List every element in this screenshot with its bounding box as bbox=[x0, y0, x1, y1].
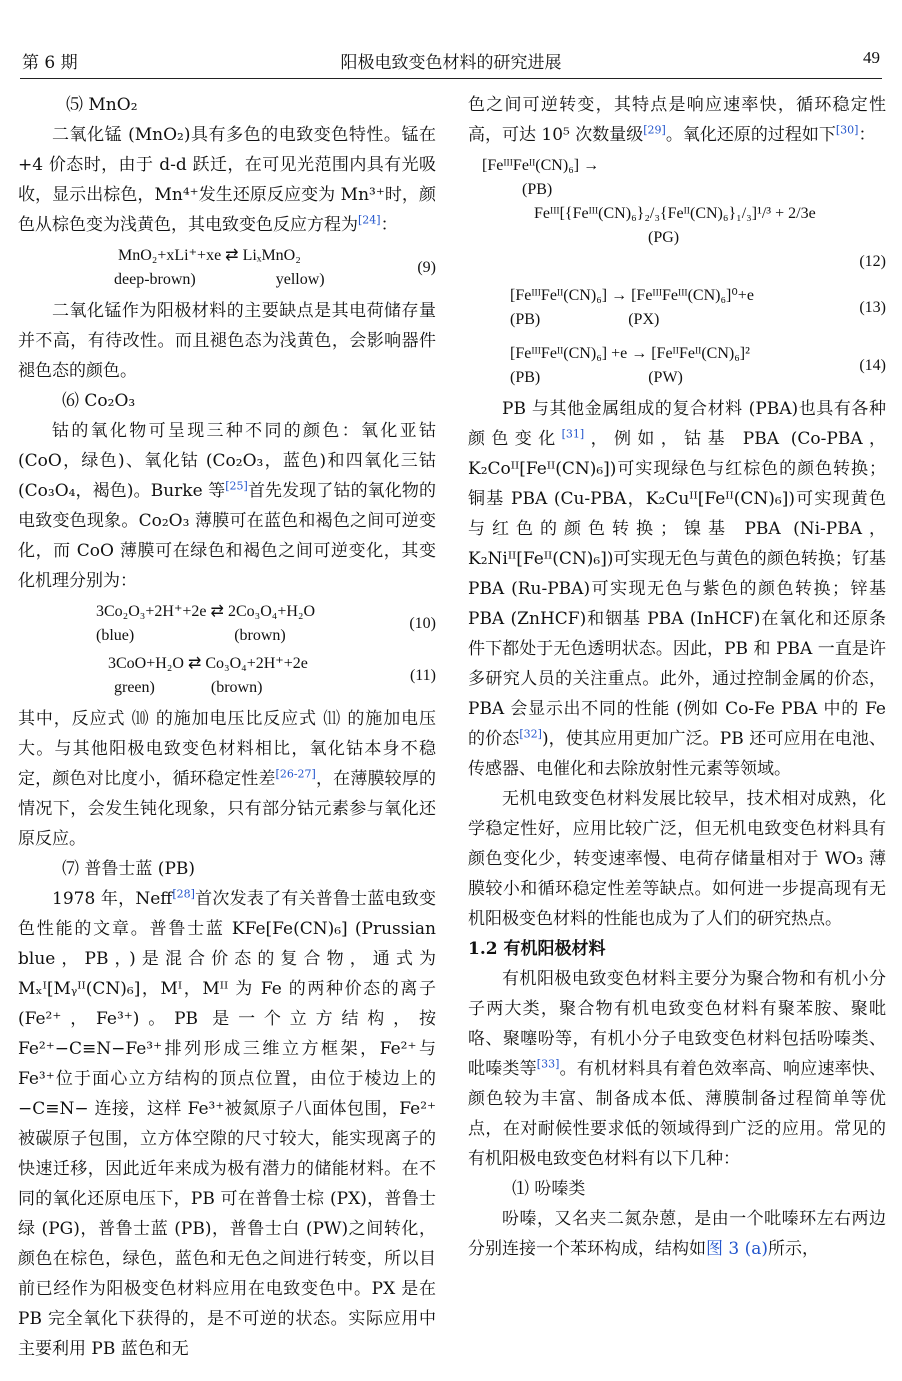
equation-10: 3Co₂O₃+2H⁺+2e ⇄ 2Co₃O₄+H₂O (blue) (brown) (10) bbox=[96, 603, 436, 644]
section-heading-1-2: 1.2 有机阳极材料 bbox=[468, 939, 606, 959]
paragraph: 1978 年，Neff[28]首次发表了有关普鲁士蓝电致变色性能的文章。普鲁士蓝 KFe[Fe(CN)₆] (Prussian blue，PB，)是混合价态的复合物，通式为 Mₓᴵ[Mᵧᴵᴵ(CN)₆]，Mᴵ，Mᴵᴵ 为 Fe 的两种价态的离子 (Fe²⁺，Fe³⁺)。PB 是一个立方结构，按 Fe²⁺−C≡N−Fe³⁺排列形成三维立方框架，Fe²⁺与 Fe³⁺位于面心立方结构的顶点位置，由位于棱边上的 −C≡N− 连接，这样 Fe³⁺被氮原子八面体包围，Fe²⁺被碳原子包围，立方体空隙的尺寸较大，能实现离子的快速迁移，因此近年来成为极有潜力的储能材料。在不同的氧化还原电压下，PB 可在普鲁士棕 (PX)，普鲁士绿 (PG)，普鲁士蓝 (PB)，普鲁士白 (PW)之间转化，颜色在棕色，绿色，蓝色和无色之间进行转变，所以目前已经作为阳极变色材料应用在电致变色中。PX 是在 PB 完全氧化下获得的，是不可逆的状态。实际应用中主要利用 PB 蓝色和无 bbox=[18, 887, 436, 1359]
citation[interactable]: [29] bbox=[643, 123, 666, 137]
equation-12: [FeᴵᴵᴵFeᴵᴵ(CN)₆] → (PB) Feᴵᴵᴵ[{Feᴵᴵᴵ(CN)₆}₂/₃{Feᴵᴵ(CN)₆}₁/₃]¹/³ + 2/3e (PG) (12) bbox=[468, 154, 886, 274]
citation[interactable]: [26-27] bbox=[275, 767, 316, 781]
equation-number: (12) bbox=[859, 253, 886, 270]
section-title-phenazine: ⑴ 吩嗪类 bbox=[512, 1179, 586, 1199]
citation[interactable]: [30] bbox=[835, 123, 859, 137]
paragraph: 无机电致变色材料发展比较早，技术相对成熟，化学稳定性好，应用比较广泛，但无机电致变色材料具有颜色变化少，转变速率慢、电荷存储量相对于 WO₃ 薄膜较小和循环稳定性差等缺点。如何进一步提高现有无机阳极变色材料的性能也成为了人们的研究热点。 bbox=[468, 789, 886, 929]
paragraph: 其中，反应式 ⑽ 的施加电压比反应式 ⑾ 的施加电压大。与其他阳极电致变色材料相比，氧化钴本身不稳定，颜色对比度小，循环稳定性差[26-27]，在薄膜较厚的情况下，会发生钝化现象，只有部分钴元素参与氧化还原反应。 bbox=[18, 709, 437, 849]
paragraph: 色之间可逆转变，其特点是响应速率快，循环稳定性高，可达 10⁵ 次数量级[29]。氧化还原的过程如下[30]： bbox=[468, 95, 886, 145]
equation-11: 3CoO+H₂O ⇄ Co₃O₄+2H⁺+2e green) (brown) (11) bbox=[108, 655, 436, 696]
page-number: 49 bbox=[863, 48, 880, 67]
left-column bbox=[18, 90, 436, 1364]
running-header bbox=[20, 42, 882, 79]
figure-link[interactable]: 图 3 (a) bbox=[706, 1239, 769, 1259]
section-title-mno2: ⑸ MnO₂ bbox=[66, 95, 138, 115]
equation-13: [FeᴵᴵᴵFeᴵᴵ(CN)₆] → [FeᴵᴵᴵFeᴵᴵᴵ(CN)₆]⁰+e (PB) (PX) (13) bbox=[510, 287, 886, 328]
citation[interactable]: [24] bbox=[358, 213, 381, 227]
running-title: 阳极电致变色材料的研究进展 bbox=[340, 53, 562, 73]
equation-number: (10) bbox=[409, 615, 436, 632]
equation-14: [FeᴵᴵᴵFeᴵᴵ(CN)₆] +e → [FeᴵᴵFeᴵᴵ(CN)₆]² (PB) (PW) (14) bbox=[510, 345, 886, 386]
citation[interactable]: [33] bbox=[536, 1057, 560, 1071]
citation[interactable]: [25] bbox=[225, 479, 248, 493]
section-title-co2o3: ⑹ Co₂O₃ bbox=[62, 391, 136, 411]
citation[interactable]: [28] bbox=[172, 887, 195, 901]
paragraph: 有机阳极电致变色材料主要分为聚合物和有机小分子两大类，聚合物有机电致变色材料有聚苯胺、聚吡咯、聚噻吩等，有机小分子电致变色材料包括吩嗪类、吡嗪类等[33]。有机材料具有着色效率高、响应速率快、颜色较为丰富、制备成本低、薄膜制备过程简单等优点，在对耐候性要求低的领域得到广泛的应用。常见的有机阳极电致变色材料有以下几种： bbox=[468, 969, 887, 1169]
equation-9: MnO₂+xLi⁺+xe ⇄ LiₓMnO₂ deep-brown) yellow) (9) bbox=[114, 247, 436, 288]
equation-number: (14) bbox=[859, 357, 886, 374]
equation-number: (11) bbox=[409, 667, 436, 684]
right-column bbox=[468, 90, 886, 1264]
equation-number: (13) bbox=[859, 299, 886, 316]
paragraph: 吩嗪，又名夹二氮杂蒽，是由一个吡嗪环左右两边分别连接一个苯环构成，结构如图 3 (a)所示， bbox=[468, 1209, 886, 1259]
section-title-pb: ⑺ 普鲁士蓝 (PB) bbox=[62, 859, 196, 879]
paragraph: 二氧化锰作为阳极材料的主要缺点是其电荷储存量并不高，有待改性。而且褪色态为浅黄色，会影响器件褪色态的颜色。 bbox=[18, 301, 436, 381]
equation-number: (9) bbox=[417, 259, 436, 276]
issue-number: 第 6 期 bbox=[22, 53, 78, 73]
citation[interactable]: [31] bbox=[561, 427, 585, 441]
paragraph: PB 与其他金属组成的复合材料 (PBA)也具有各种颜色变化[31]，例如，钴基 PBA (Co-PBA，K₂Coᴵᴵ[Feᴵᴵ(CN)₆])可实现绿色与红棕色的颜色转换；铜基 PBA (Cu-PBA，K₂Cuᴵᴵ[Feᴵᴵ(CN)₆])可实现黄色与红色的颜色转换；镍基 PBA (Ni-PBA，K₂Niᴵᴵ[Feᴵᴵ(CN)₆])可实现无色与黄色的颜色转换；钌基 PBA (Ru-PBA)可实现无色与紫色的颜色转换；锌基 PBA (ZnHCF)和铟基 PBA (InHCF)在氧化和还原条件下都处于无色透明状态。因此，PB 和 PBA 一直是许多研究人员的关注重点。此外，通过控制金属的价态，PBA 会显示出不同的性能 (例如 Co-Fe PBA 中的 Fe 的价态[32])，使其应用更加广泛。PB 还可应用在电池、传感器、电催化和去除放射性元素等领域。 bbox=[468, 399, 887, 779]
citation[interactable]: [32] bbox=[519, 727, 542, 741]
paragraph: 钴的氧化物可呈现三种不同的颜色：氧化亚钴 (CoO，绿色)、氧化钴 (Co₂O₃，蓝色)和四氧化三钴 (Co₃O₄，褐色)。Burke 等[25]首先发现了钴的氧化物的电致变色现象。Co₂O₃ 薄膜可在蓝色和褐色之间可逆变化，而 CoO 薄膜可在绿色和褐色之间可逆变化，其变化机理分别为： bbox=[18, 421, 436, 591]
paragraph: 二氧化锰 (MnO₂)具有多色的电致变色特性。锰在+4 价态时，由于 d-d 跃迁，在可见光范围内具有光吸收，显示出棕色，Mn⁴⁺发生还原反应变为 Mn³⁺时，颜色从棕色变为浅黄色，其电致变色反应方程为[24]： bbox=[18, 125, 436, 235]
